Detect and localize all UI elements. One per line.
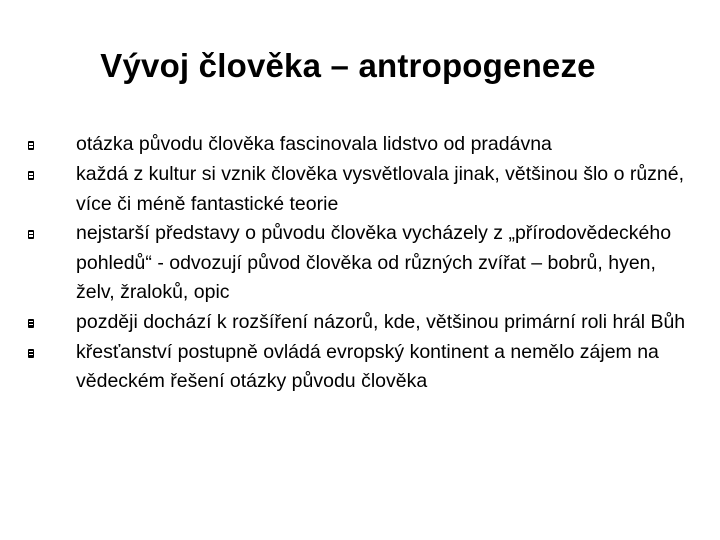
bullet-text: otázka původu člověka fascinovala lidstvo od pradávna: [76, 133, 552, 155]
bullet-item: [28, 160, 688, 219]
bullet-text: později dochází k rozšíření názorů, kde, většinou primární roli hrál Bůh: [76, 310, 686, 333]
square-bullet-icon: [28, 130, 76, 160]
square-bullet-icon: [28, 308, 76, 338]
bullet-item: [28, 219, 688, 308]
square-bullet-icon: [28, 160, 76, 190]
bullet-item: [28, 338, 688, 397]
bullet-item: [28, 130, 688, 160]
square-bullet-icon: [28, 338, 76, 368]
slide-title: Vývoj člověka – antropogeneze: [100, 47, 596, 84]
bullet-text: každá z kultur si vznik člověka vysvětlovala jinak, většinou šlo o různé, více či méně fantastické teorie: [76, 163, 685, 215]
square-bullet-icon: [28, 219, 76, 249]
bullet-list: [28, 130, 688, 397]
bullet-text: nejstarší představy o původu člověka vycházely z „přírodovědeckého pohledů“ - odvozují původ člověka od různých zvířat – bobrů, hyen, želv, žraloků, opic: [76, 222, 672, 303]
bullet-text: křesťanství postupně ovládá evropský kontinent a nemělo zájem na vědeckém řešení otázky původu člověka: [76, 340, 659, 392]
bullet-item: [28, 308, 688, 338]
